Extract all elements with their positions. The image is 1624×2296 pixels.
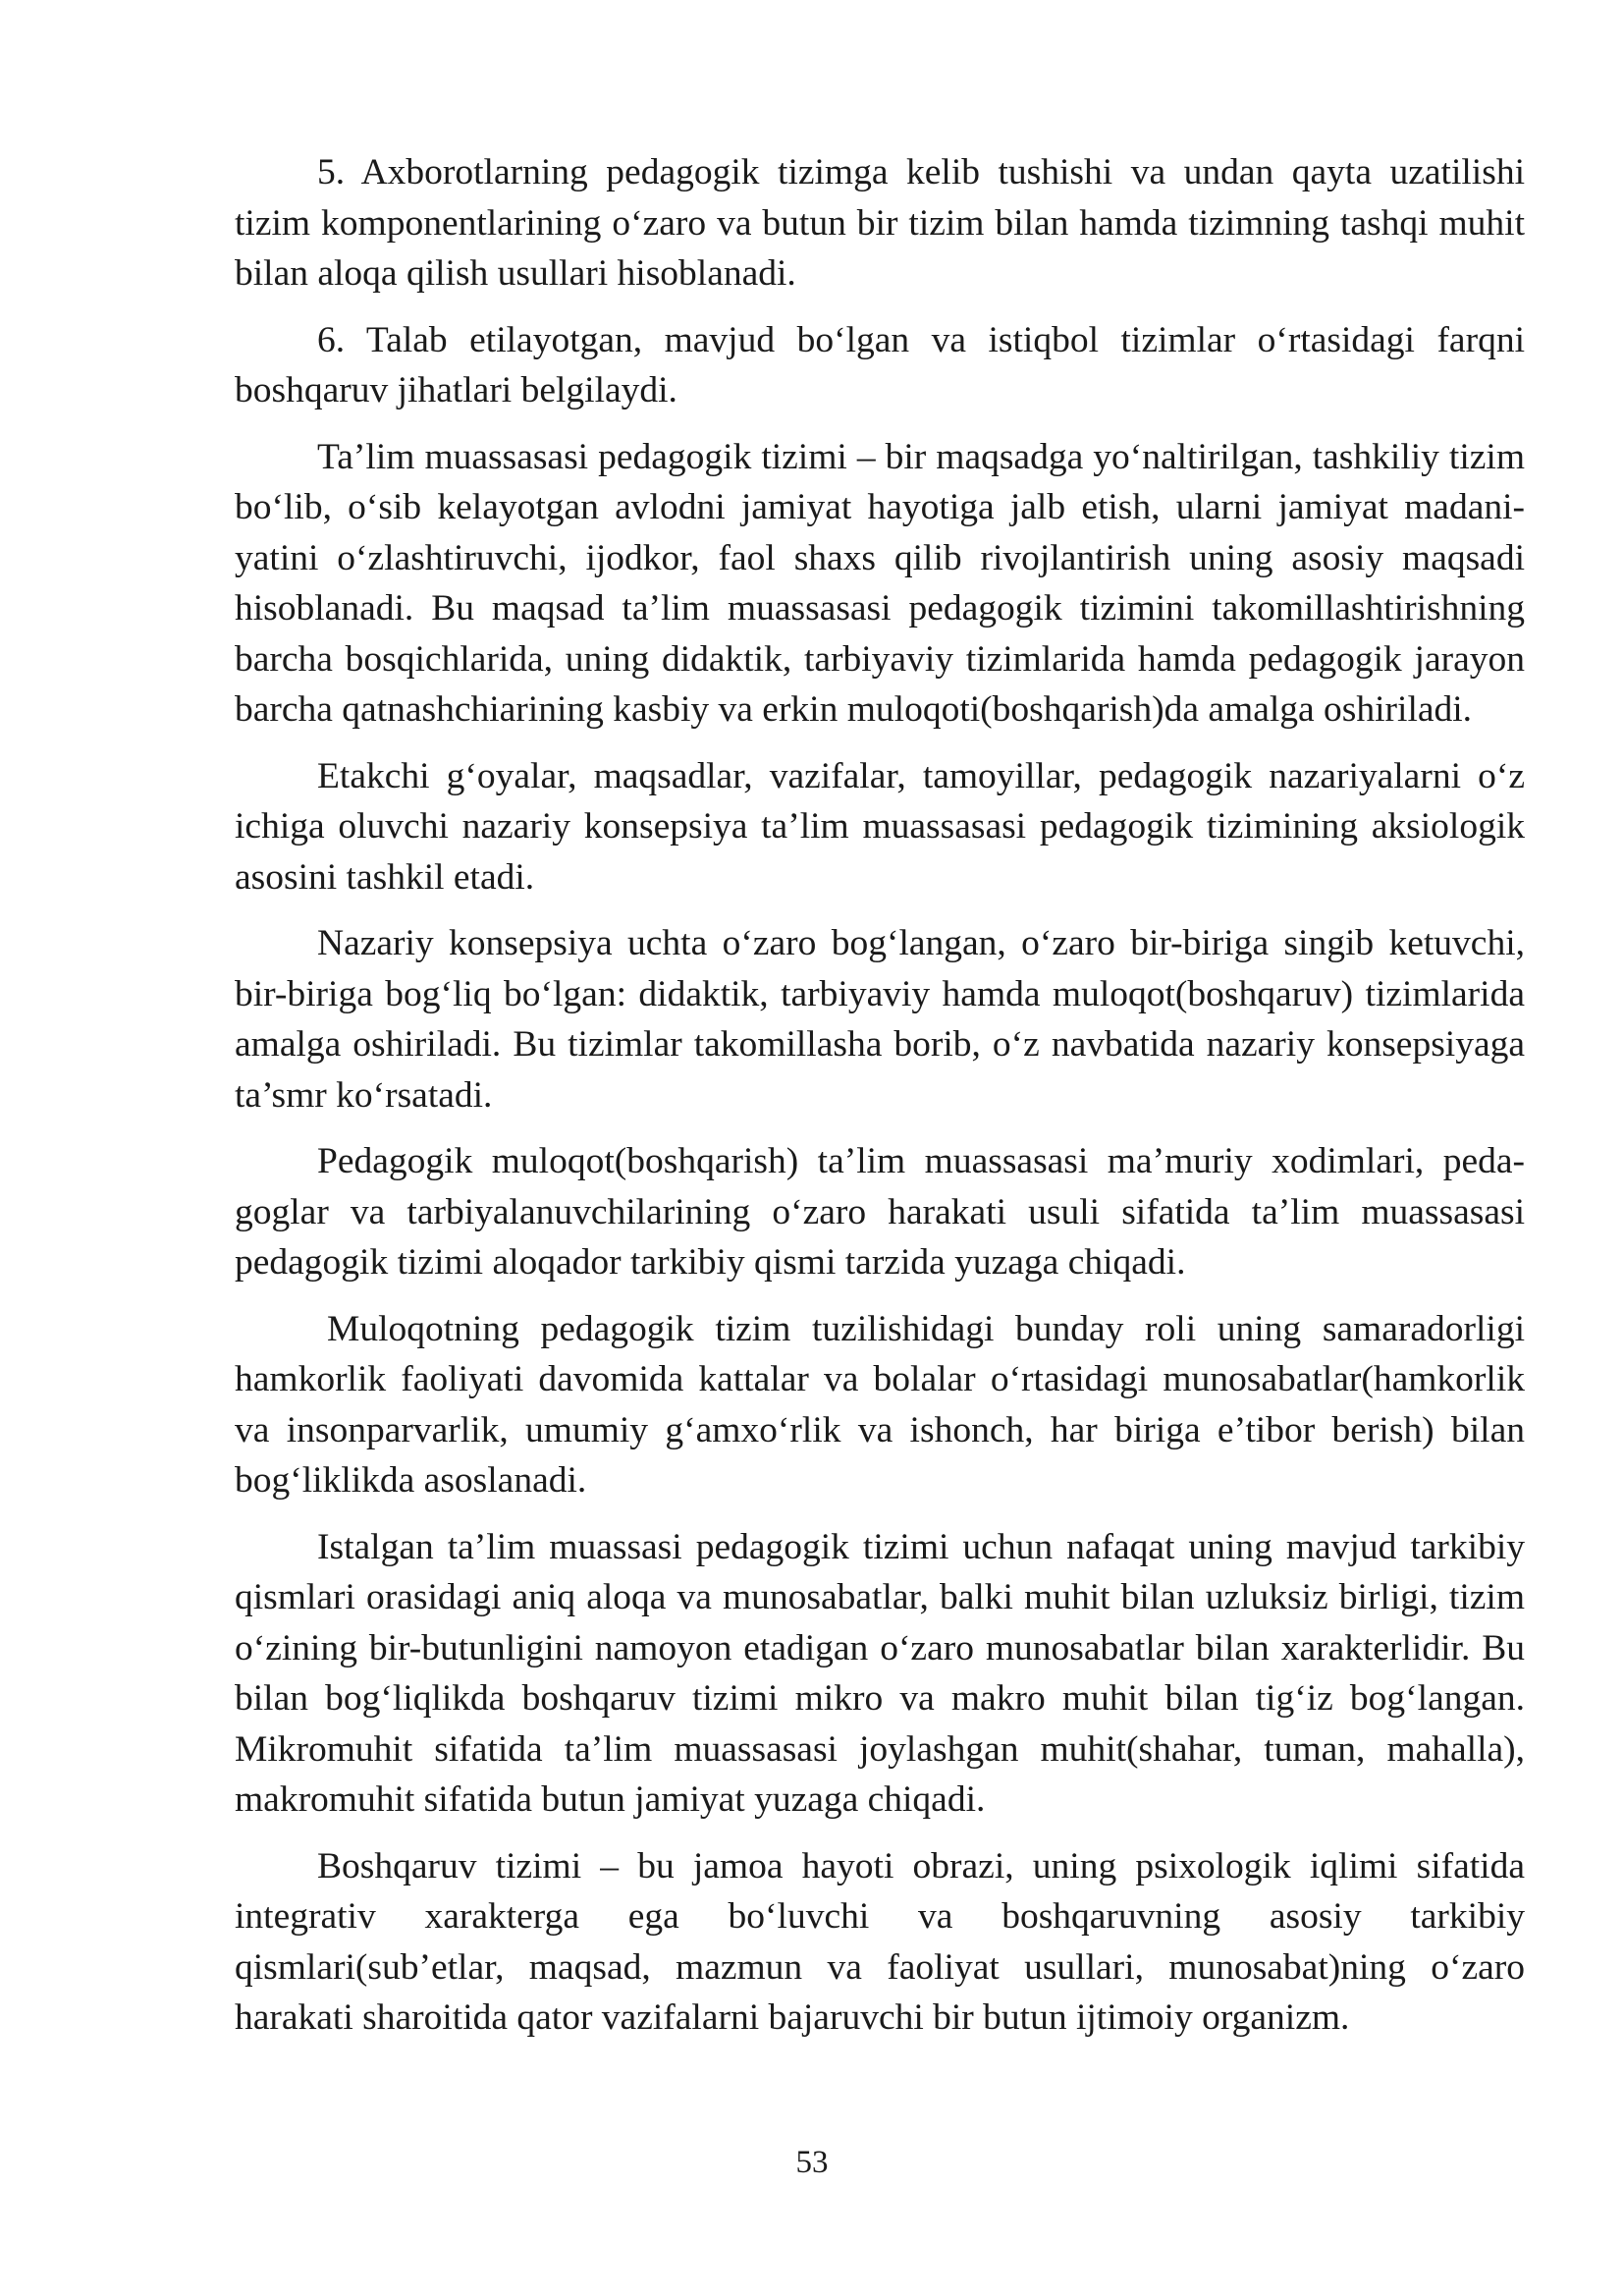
page-number: 53 [795,2145,829,2180]
paragraph-pedagogical-system: Ta’lim muassasasi pedagogik tizimi – bir maqsadga yo‘naltirilgan, tashkiliy tizim bo‘lib, o‘sib kelayotgan avlodni jamiyat hayotiga jalb etish, ularni jamiyat madani-yatini o‘zlashtiruvchi, ijodkor, faol shaxs qilib rivojlantirish uning asosiy maqsadi hisoblanadi. Bu maqsad ta’lim muassasasi pedagogik tizimini takomillashtirishning barcha bosqichlarida, uning didaktik, tarbiyaviy tizimlarida hamda pedagogik jarayon barcha qatnashchiarining kasbiy va erkin muloqoti(boshqarish)da amalga oshiriladi. [235,436,1525,730]
paragraph-item-6: 6. Talab etilayotgan, mavjud bo‘lgan va istiqbol tizimlar o‘rtasidagi farqni boshqaruv jihatlari belgilaydi. [235,319,1525,410]
paragraph-leading-ideas: Etakchi g‘oyalar, maqsadlar, vazifalar, tamoyillar, pedagogik nazariyalarni o‘z ichiga oluvchi nazariy konsepsiya ta’lim muassasasi pedagogik tizimining aksiologik asosini tashkil etadi. [235,755,1525,898]
paragraph-any-institution: Istalgan ta’lim muassasi pedagogik tizimi uchun nafaqat uning mavjud tarkibiy qismlari orasidagi aniq aloqa va munosabatlar, balki muhit bilan uzluksiz birligi, tizim o‘zining bir-butunligini namoyon etadigan o‘zaro munosabatlar bilan xarakterlidir. Bu bilan bog‘liqlikda boshqaruv tizimi mikro va makro muhit bilan tig‘iz bog‘langan. Mikromuhit sifatida ta’lim muassasasi joylashgan muhit(shahar, tuman, mahalla), makromuhit sifatida butun jamiyat yuzaga chiqadi. [235,1526,1525,1820]
body-text [235,147,1525,2059]
paragraph-theoretical-concept: Nazariy konsepsiya uchta o‘zaro bog‘langan, o‘zaro bir-biriga singib ketuvchi, bir-biriga bog‘liq bo‘lgan: didaktik, tarbiyaviy hamda muloqot(boshqaruv) tizimlarida amalga oshiriladi. Bu tizimlar takomillasha borib, o‘z navbatida nazariy konsepsiyaga ta’smr ko‘rsatadi. [235,923,1525,1116]
paragraph-pedagogical-communication: Pedagogik muloqot(boshqarish) ta’lim muassasasi ma’muriy xodimlari, peda-goglar va tarbiyalanuvchilarining o‘zaro harakati usuli sifatida ta’lim muassasasi pedagogik tizimi aloqador tarkibiy qismi tarzida yuzaga chiqadi. [235,1141,1525,1283]
paragraph-management-system: Boshqaruv tizimi – bu jamoa hayoti obrazi, uning psixologik iqlimi sifatida integrativ xarakterga ega bo‘luvchi va boshqaruvning asosiy tarkibiy qismlari(sub’etlar, maqsad, mazmun va faoliyat usullari, munosabat)ning o‘zaro harakati sharoitida qator vazifalarni bajaruvchi bir butun ijtimoiy organizm. [235,1845,1525,2038]
paragraph-communication-role: Muloqotning pedagogik tizim tuzilishidagi bunday roli uning samaradorligi hamkorlik faoliyati davomida kattalar va bolalar o‘rtasidagi munosabatlar(hamkorlik va insonparvarlik, umumiy g‘amxo‘rlik va ishonch, har biriga e’tibor berish) bilan bog‘liklikda asoslanadi. [235,1308,1525,1501]
paragraph-item-5: 5. Axborotlarning pedagogik tizimga kelib tushishi va undan qayta uzatilishi tizim komponentlarining o‘zaro va butun bir tizim bilan hamda tizimning tashqi muhit bilan aloqa qilish usullari hisoblanadi. [235,152,1525,294]
